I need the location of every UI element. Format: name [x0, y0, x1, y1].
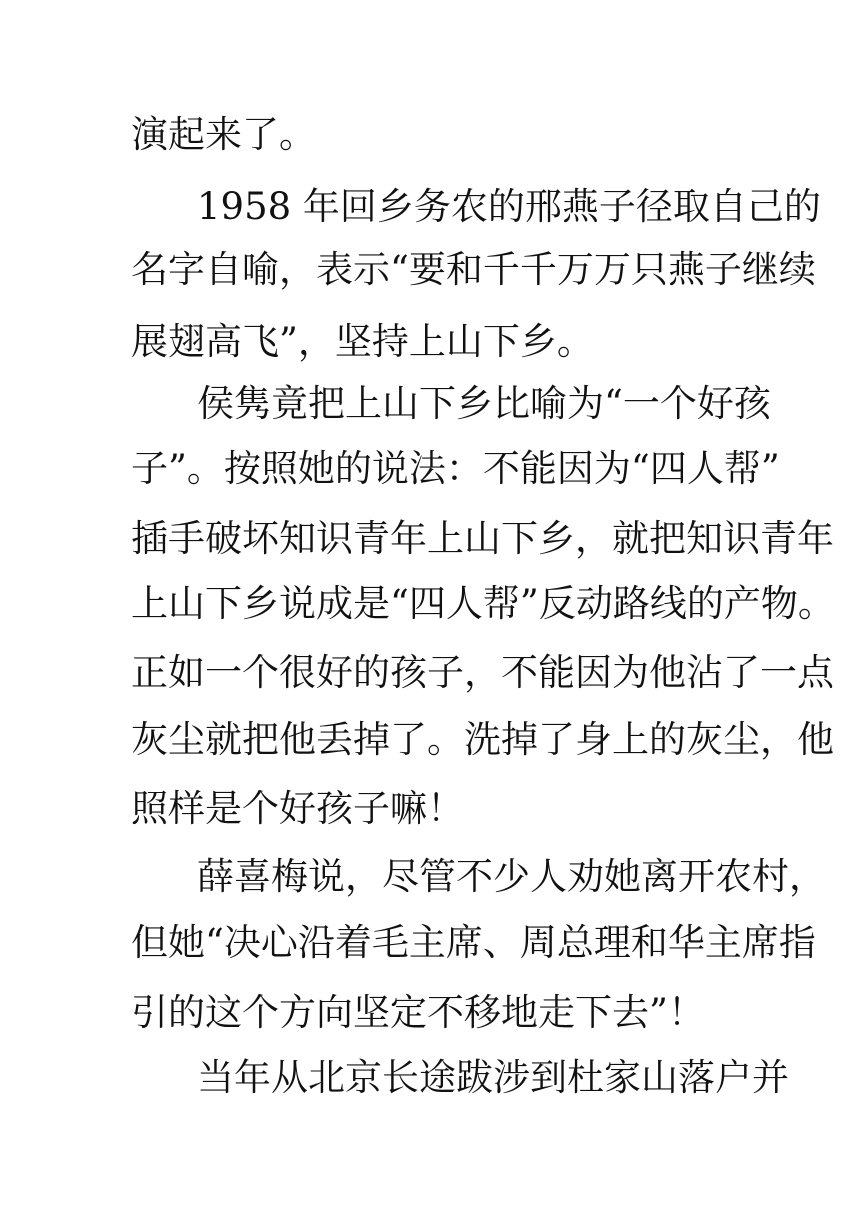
text-line: 子”。按照她的说法：不能因为“四人帮”	[131, 447, 780, 490]
paragraph-start-line: 侯隽竟把上山下乡比喻为“一个好孩	[197, 382, 771, 425]
text-line: 灰尘就把他丢掉了。洗掉了身上的灰尘，他	[131, 718, 834, 761]
text-line: 引的这个方向坚定不移地走下去”！	[131, 991, 705, 1034]
text-line: 照样是个好孩子嘛！	[131, 787, 464, 830]
paragraph-start-line: 1958 年回乡务农的邢燕子径取自己的	[197, 185, 821, 228]
paragraph-start-line: 薛喜梅说，尽管不少人劝她离开农村，	[197, 855, 826, 898]
text-line: 名字自喻，表示“要和千千万万只燕子继续	[131, 248, 816, 291]
text-line: 演起来了。	[131, 113, 316, 156]
paragraph-start-line: 当年从北京长途跋涉到杜家山落户并	[197, 1056, 789, 1099]
text-line: 但她“决心沿着毛主席、周总理和华主席指	[131, 921, 816, 964]
text-line: 上山下乡说成是“四人帮”反动路线的产物。	[131, 582, 835, 625]
text-line: 正如一个很好的孩子，不能因为他沾了一点	[131, 651, 834, 694]
text-line: 展翅高飞”，坚持上山下乡。	[131, 320, 594, 363]
text-line: 插手破坏知识青年上山下乡，就把知识青年	[131, 517, 834, 560]
